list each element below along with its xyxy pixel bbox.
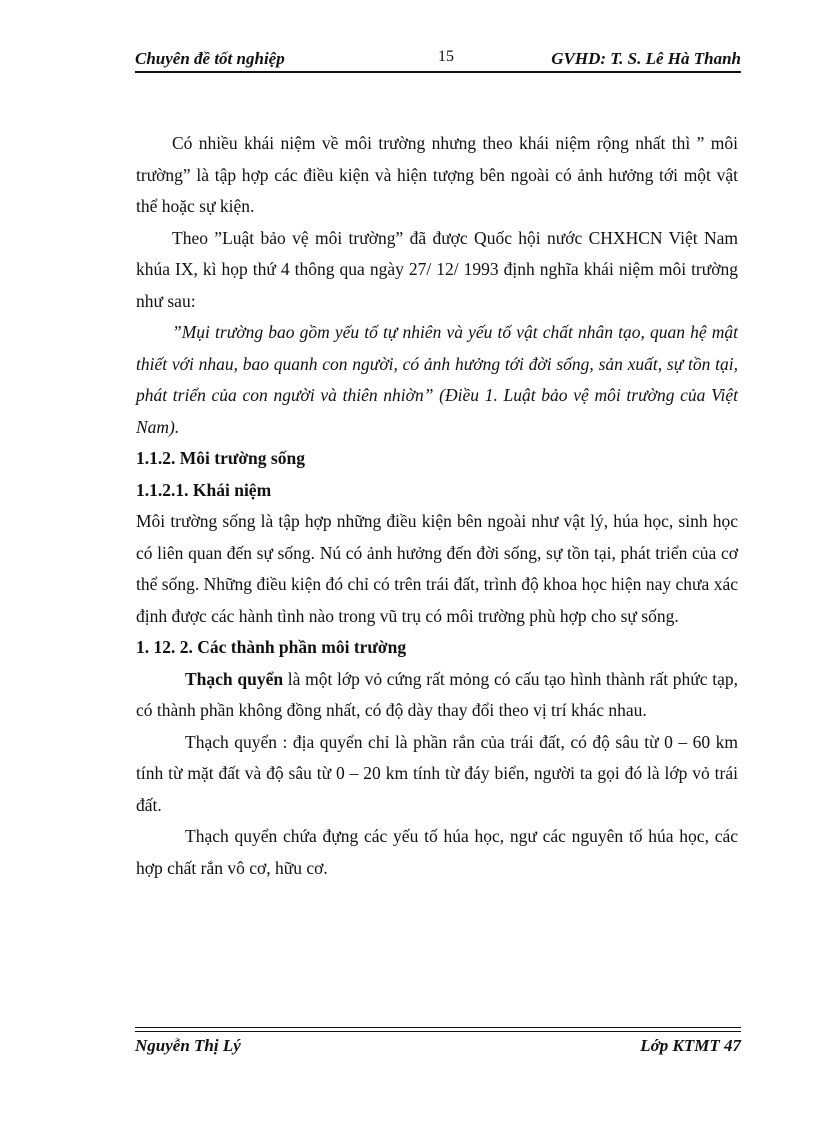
page-header — [135, 47, 741, 73]
header-divider — [135, 71, 741, 73]
subsection-heading-concept: 1.1.2.1. Khái niệm — [136, 479, 272, 500]
section-heading-components: 1. 12. 2. Các thành phần môi trường — [136, 637, 407, 657]
paragraph-lithosphere-intro-text: là một lớp vỏ cứng rất mỏng có cấu tạo hình thành rất phức tạp, có thành phần không đồng nhất, có độ dày thay đổi theo vị trí khác nhau. — [136, 668, 738, 720]
footer-divider-top — [135, 1027, 741, 1028]
header-supervisor: GVHD: T. S. Lê Hà Thanh — [551, 49, 741, 68]
footer-divider-bottom — [135, 1031, 741, 1032]
header-thesis-title: Chuyên đề tốt nghiệp — [135, 49, 285, 68]
footer-author: Nguyễn Thị Lý — [135, 1036, 241, 1055]
paragraph-environment-definition: Có nhiều khái niệm về môi trường nhưng theo khái niệm rộng nhất thì ” môi trường” là tập hợp các điều kiện và hiện tượng bên ngoài có ảnh hưởng tới một vật thể hoặc sự kiện. — [136, 133, 738, 216]
document-body — [136, 128, 738, 884]
paragraph-lithosphere-intro — [136, 664, 738, 727]
paragraph-lithosphere-depth: Thạch quyển : địa quyển chỉ là phần rắn của trái đất, có độ sâu từ 0 – 60 km tính từ mặt đất và độ sâu từ 0 – 20 km tính từ đáy biển, người ta gọi đó là lớp vỏ trái đất. — [136, 731, 738, 815]
paragraph-lithosphere-elements: Thạch quyển chứa đựng các yếu tố húa học, ngư các nguyên tố húa học, các hợp chất rắn vô cơ, hữu cơ. — [136, 826, 738, 878]
page-number: 15 — [438, 48, 454, 65]
paragraph-living-environment: Môi trường sống là tập hợp những điều kiện bên ngoài như vật lý, húa học, sinh học có liên quan đến sự sống. Nú có ảnh hưởng đến đời sống, sự tồn tại, phát triển của cơ thể sống. Những điều kiện đó chỉ có trên trái đất, trình độ khoa học hiện nay chưa xác định được các hành tình nào trong vũ trụ có môi trường phù hợp cho sự sống. — [136, 511, 738, 626]
section-heading-living-environment: 1.1.2. Môi trường sống — [136, 448, 305, 468]
footer-class: Lớp KTMT 47 — [640, 1036, 741, 1055]
legal-quote: ”Mụi trường bao gồm yếu tố tự nhiên và yếu tố vật chất nhân tạo, quan hệ mật thiết với nhau, bao quanh con người, có ảnh hưởng tới đời sống, sản xuất, sự tồn tại, phát triển của con người và thiên nhiờn” (Điều 1. Luật bảo vệ môi trường của Việt Nam). — [136, 322, 738, 437]
paragraph-law-reference: Theo ”Luật bảo vệ môi trường” đã được Quốc hội nước CHXHCN Việt Nam khúa IX, kì họp thứ 4 thông qua ngày 27/ 12/ 1993 định nghĩa khái niệm môi trường như sau: — [136, 227, 738, 311]
page-footer — [135, 1036, 741, 1060]
term-lithosphere: Thạch quyển — [185, 668, 284, 689]
